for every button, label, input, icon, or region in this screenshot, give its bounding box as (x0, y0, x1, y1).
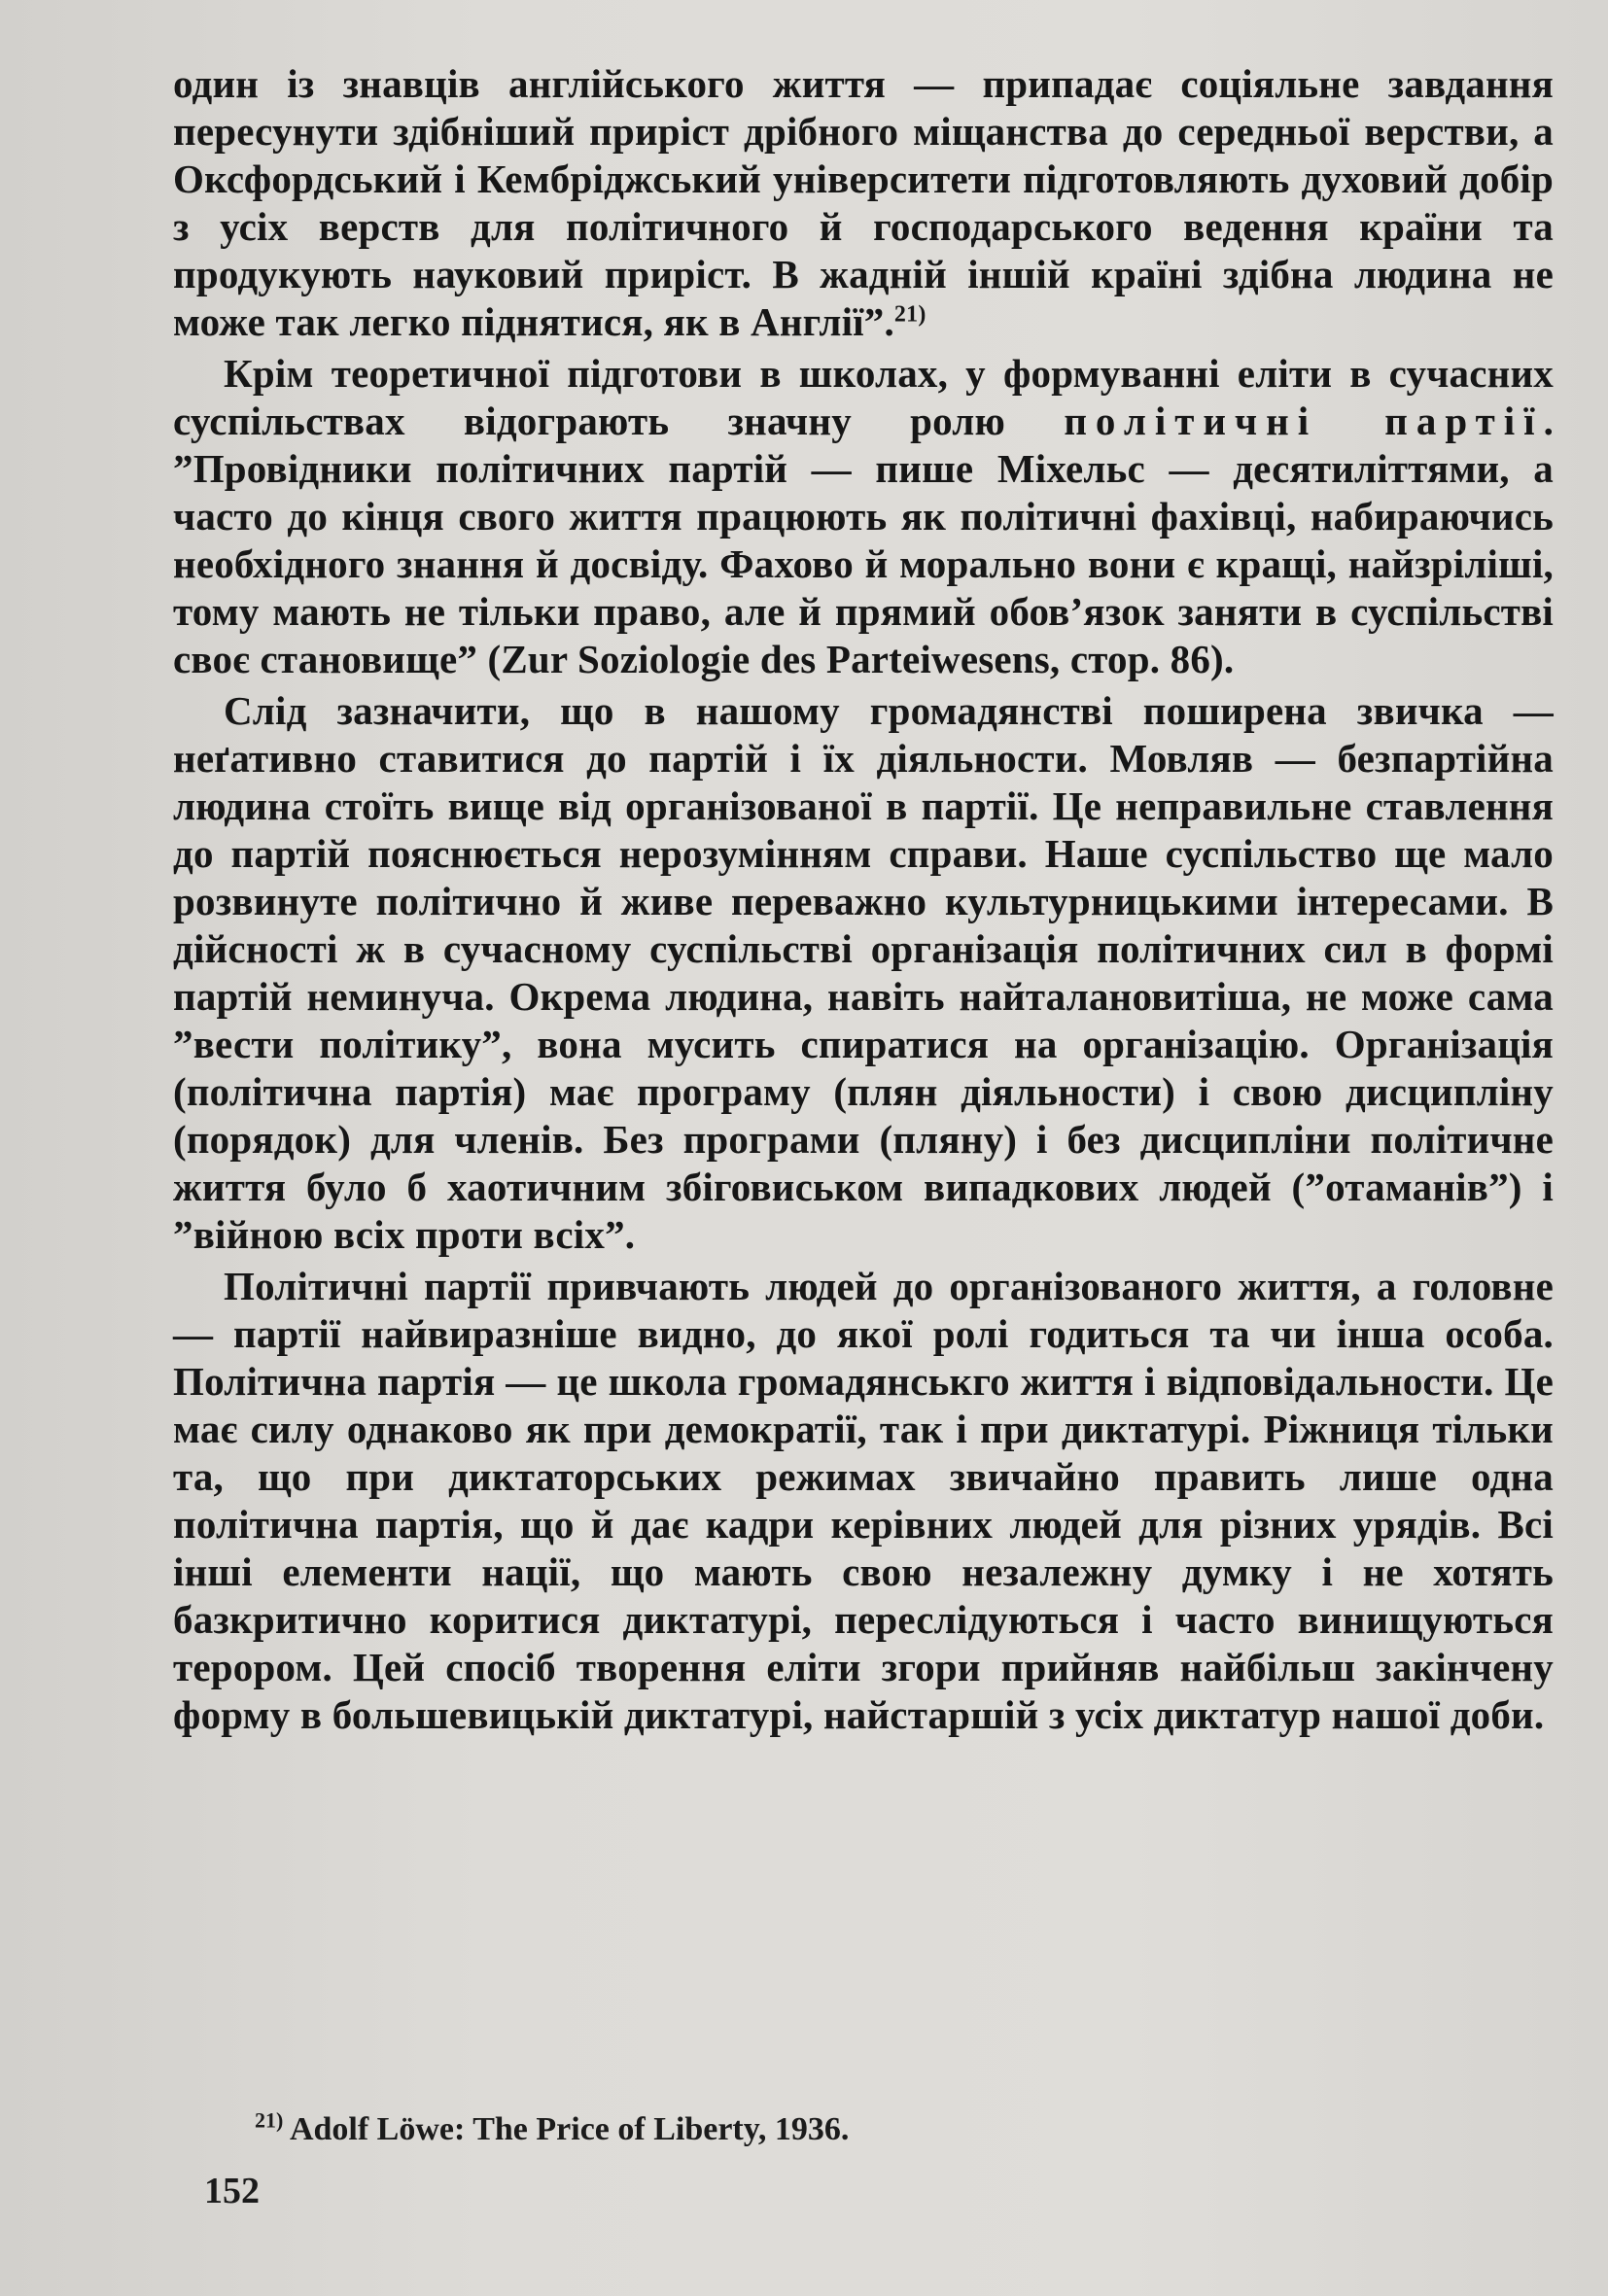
paragraph-4 (173, 1263, 1554, 1739)
paragraph-2 (173, 350, 1554, 683)
spaced-emphasis: політичні партії (1064, 399, 1544, 443)
paragraph-1-text: один із знавців англійського життя — припадає соціяльне завдання пересунути здібніший приріст дрібного міщанства до середньої верстви, а Оксфордський і Кембріджський університети підготовляють духовий добір з усіх верств для політичного й господарського ведення країни та продукують науковий приріст. В жадній іншій країні здібна людина не може так легко піднятися, як в Англії”. (173, 61, 1554, 344)
paragraph-3-text: Слід зазначити, що в нашому громадянстві поширена звичка — неґативно ставитися до партій і їх діяльности. Мовляв — безпартійна людина стоїть вище від організованої в партії. Це неправильне ставлення до партій пояснюється нерозумінням справи. Наше суспільство ще мало розвинуте політично й живе переважно культурницькими інтересами. В дійсності ж в сучасному суспільстві організація політичних сил в формі партій неминуча. Окрема людина, навіть найталановитіша, не може сама ”вести політику”, вона мусить спиратися на організацію. Організація (політична партія) має програму (плян діяльности) і свою дисципліну (порядок) для членів. Без програми (пляну) і без дисципліни політичне життя було б хаотичним збіговиськом випадкових людей (”отаманів”) і ”війною всіх проти всіх”. (173, 688, 1554, 1257)
footnote-marker: 21) (255, 2107, 284, 2133)
footnote-reference: 21) (893, 301, 926, 328)
footnote (255, 2107, 850, 2148)
paragraph-1 (173, 60, 1554, 346)
page-number: 152 (204, 2171, 260, 2211)
paragraph-3 (173, 687, 1554, 1259)
footnote-text: Adolf Löwe: The Price of Liberty, 1936. (289, 2111, 850, 2147)
body-text (173, 60, 1554, 1739)
paragraph-2-text-after: . ”Провідники політичних партій — пише Міхельс — десятиліттями, а часто до кінця свого життя працюють як політичні фахівці, набираючись необхідного знання й досвіду. Фахово й морально вони є кращі, найзріліші, тому мають не тільки право, але й прямий обов’язок заняти в суспільстві своє становище” (Zur Soziologie des Parteiwesens, стор. 86). (173, 399, 1555, 681)
paragraph-4-text: Політичні партії привчають людей до організованого життя, а головне — партії найвиразніше видно, до якої ролі годиться та чи інша особа. Політична партія — це школа громадянськго життя і відповідальности. Це має силу однаково як при демократії, так і при диктатурі. Ріжниця тільки та, що при диктаторських режимах звичайно править лише одна політична партія, що й дає кадри керівних людей для різних урядів. Всі інші елементи нації, що мають свою незалежну думку і не хотять базкритично коритися диктатурі, переслідуються і часто винищуються терором. Цей спосіб творення еліти згори прийняв найбільш закінчену форму в большевицькій диктатурі, найстаршій з усіх диктатур нашої доби. (173, 1264, 1554, 1737)
paragraph-2-text-before: Крім теоретичної підготови в школах, у формуванні еліти в сучасних суспільствах відограють значну ролю (173, 351, 1554, 443)
